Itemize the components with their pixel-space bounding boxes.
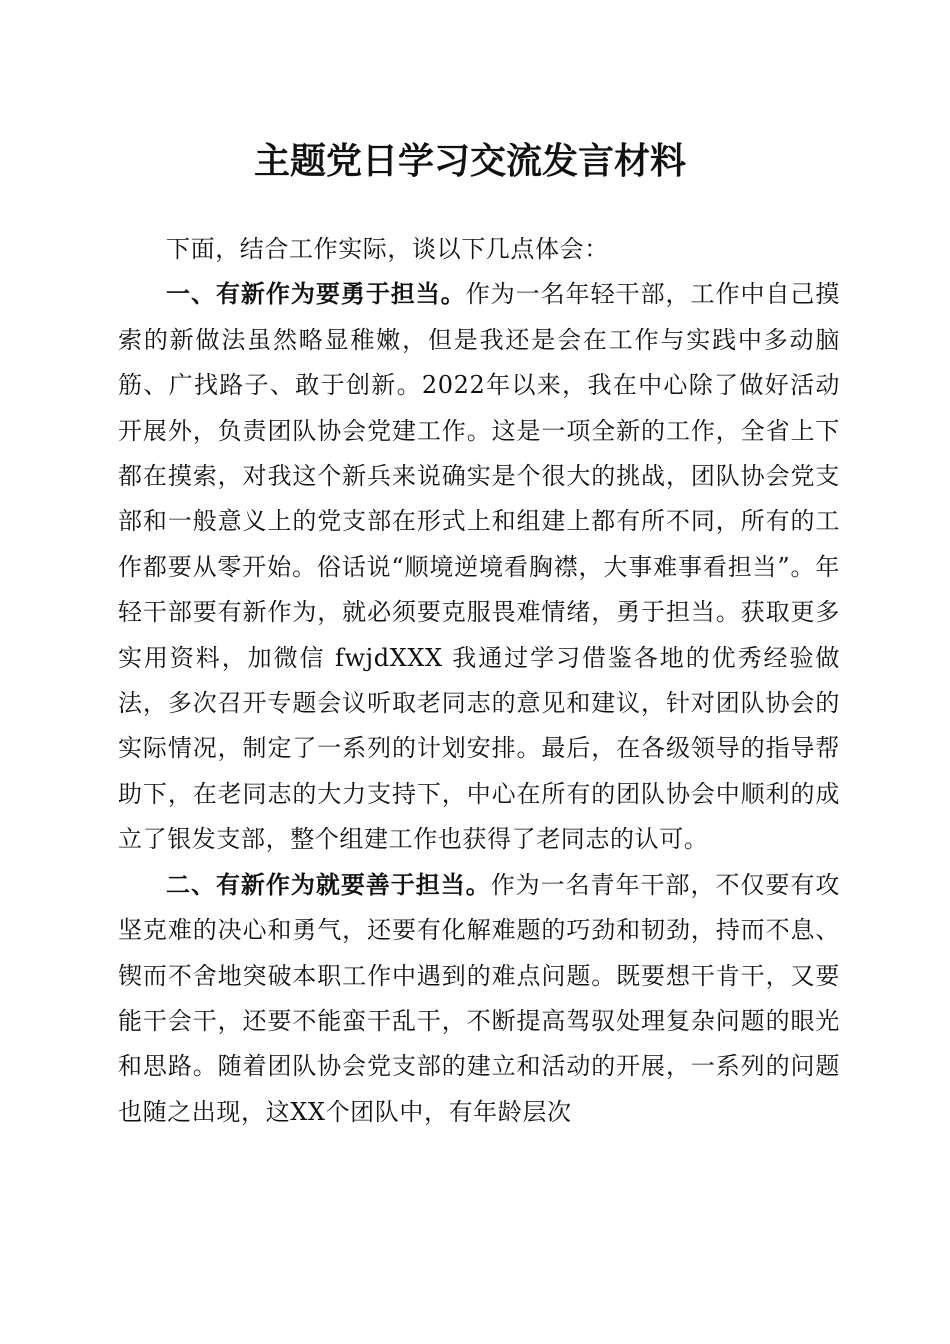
section-heading-1: 一、有新作为要勇于担当。 — [166, 280, 466, 309]
intro-paragraph: 下面，结合工作实际，谈以下几点体会： — [166, 235, 609, 263]
section-paragraph-1 — [118, 272, 840, 862]
section-text-1: 作为一名年轻干部，工作中自己摸索的新做法虽然略显稚嫩，但是我还是会在工作与实践中多动脑筋、广找路子、敢于创新。2022年以来，我在中心除了做好活动开展外，负责团队协会党建工作。这是一项全新的工作，全省上下都在摸索，对我这个新兵来说确实是个很大的挑战，团队协会党支部和一般意义上的党支部在形式上和组建上都有所不同，所有的工作都要从零开始。俗话说“顺境逆境看胸襟，大事难事看担当”。年轻干部要有新作为，就必须要克服畏难情绪，勇于担当。获取更多实用资料，加微信 fwjdXXX 我通过学习借鉴各地的优秀经验做法，多次召开专题会议听取老同志的意见和建议，针对团队协会的实际情况，制定了一系列的计划安排。最后，在各级领导的指导帮助下，在老同志的大力支持下，中心在所有的团队协会中顺利的成立了银发支部，整个组建工作也获得了老同志的认可。 — [118, 280, 841, 854]
section-paragraph-2 — [118, 863, 840, 1135]
document-body — [118, 227, 840, 1135]
section-heading-2: 二、有新作为就要善于担当。 — [166, 870, 491, 899]
document-title: 主题党日学习交流发言材料 — [253, 140, 686, 182]
section-text-2: 作为一名青年干部，不仅要有攻坚克难的决心和勇气，还要有化解难题的巧劲和韧劲，持而不息、锲而不舍地突破本职工作中遇到的难点问题。既要想干肯干，又要能干会干，还要不能蛮干乱干，不断提高驾驭处理复杂问题的眼光和思路。随着团队协会党支部的建立和活动的开展，一系列的问题也随之出现，这XX个团队中，有年龄层次 — [118, 870, 840, 1126]
